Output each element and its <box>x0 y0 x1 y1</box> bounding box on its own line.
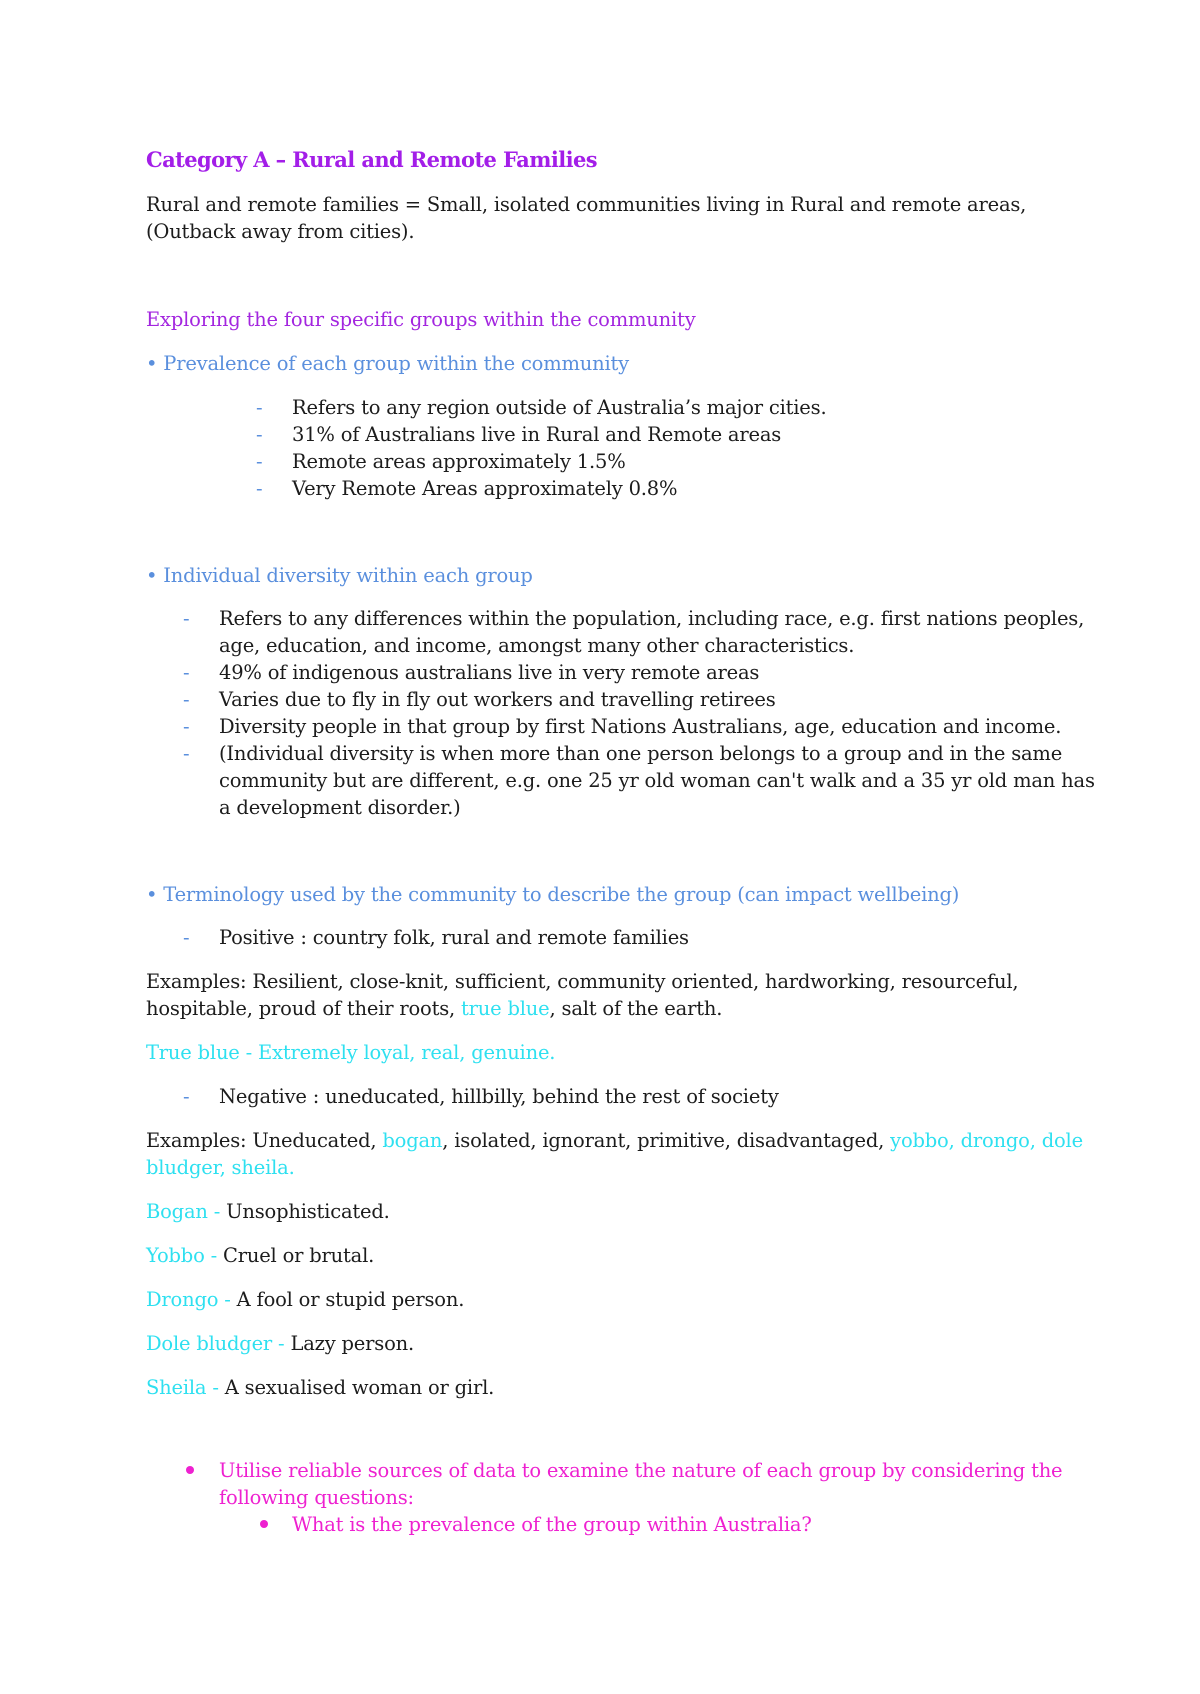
definition-term: Bogan - <box>146 1200 227 1223</box>
positive-examples-end: , salt of the earth. <box>549 997 723 1020</box>
definition-meaning: Lazy person. <box>290 1332 414 1355</box>
negative-examples-mid: , isolated, ignorant, primitive, disadvantaged, <box>442 1129 891 1152</box>
dash-bullet-icon: - <box>183 688 190 711</box>
dash-bullet-icon: - <box>183 742 190 765</box>
positive-terms: Positive : country folk, rural and remote families <box>219 926 689 949</box>
dash-bullet-icon: - <box>183 1085 190 1108</box>
positive-examples-text: hospitable, proud of their roots, <box>146 997 462 1020</box>
definition-drongo <box>146 1286 464 1313</box>
diversity-item-cont: a development disorder.) <box>219 796 461 819</box>
bogan-term: bogan <box>382 1129 443 1152</box>
intro-line-2: (Outback away from cities). <box>146 220 415 243</box>
definition-term: Dole bludger - <box>146 1332 291 1355</box>
dash-bullet-icon: - <box>256 423 263 446</box>
definition-meaning: Unsophisticated. <box>226 1200 390 1223</box>
negative-examples-line-2: bludger, sheila. <box>146 1156 295 1179</box>
definition-dole-bludger <box>146 1330 414 1357</box>
definition-yobbo <box>146 1242 374 1269</box>
diversity-item-cont: community but are different, e.g. one 25 yr old woman can't walk and a 35 yr old man has <box>219 769 1095 792</box>
definition-meaning: A sexualised woman or girl. <box>224 1376 495 1399</box>
sources-bullet-line-2: following questions: <box>219 1486 414 1509</box>
dash-bullet-icon: - <box>183 715 190 738</box>
definition-term: Sheila - <box>146 1376 225 1399</box>
dash-bullet-icon: - <box>183 607 190 630</box>
intro-line-1: Rural and remote families = Small, isolated communities living in Rural and remote areas, <box>146 193 1027 216</box>
definition-sheila <box>146 1374 494 1401</box>
diversity-item: Diversity people in that group by first Nations Australians, age, education and income. <box>219 715 1062 738</box>
diversity-item: 49% of indigenous australians live in very remote areas <box>219 661 760 684</box>
terminology-heading: • Terminology used by the community to describe the group (can impact wellbeing) <box>146 883 960 906</box>
dash-bullet-icon: - <box>256 477 263 500</box>
positive-examples-line-1: Examples: Resilient, close-knit, sufficient, community oriented, hardworking, resourceful, <box>146 970 1019 993</box>
definition-term: Drongo - <box>146 1288 237 1311</box>
true-blue-definition: True blue - Extremely loyal, real, genuine. <box>146 1041 556 1064</box>
true-blue-term: true blue <box>461 997 550 1020</box>
slang-terms: yobbo, drongo, dole <box>890 1129 1083 1152</box>
diversity-heading: • Individual diversity within each group <box>146 564 533 587</box>
positive-examples-line-2 <box>146 995 722 1022</box>
negative-examples-text: Examples: Uneducated, <box>146 1129 383 1152</box>
diversity-item: Varies due to fly in fly out workers and travelling retirees <box>219 688 776 711</box>
dash-bullet-icon: - <box>183 661 190 684</box>
bullet-dot-icon <box>186 1466 194 1474</box>
prevalence-item: 31% of Australians live in Rural and Remote areas <box>292 423 782 446</box>
definition-meaning: Cruel or brutal. <box>223 1244 375 1267</box>
prevalence-item: Remote areas approximately 1.5% <box>292 450 626 473</box>
bullet-dot-icon <box>260 1520 268 1528</box>
sources-bullet-line-1: Utilise reliable sources of data to examine the nature of each group by considering the <box>219 1459 1063 1482</box>
negative-terms: Negative : uneducated, hillbilly, behind the rest of society <box>219 1085 779 1108</box>
sources-sub-bullet: What is the prevalence of the group within Australia? <box>292 1513 812 1536</box>
definition-bogan <box>146 1198 390 1225</box>
dash-bullet-icon: - <box>256 396 263 419</box>
dash-bullet-icon: - <box>183 926 190 949</box>
prevalence-item: Very Remote Areas approximately 0.8% <box>292 477 678 500</box>
prevalence-item: Refers to any region outside of Australia’s major cities. <box>292 396 827 419</box>
diversity-item-cont: age, education, and income, amongst many other characteristics. <box>219 634 855 657</box>
section-heading: Exploring the four specific groups within the community <box>146 308 696 331</box>
negative-examples-line-1 <box>146 1127 1083 1154</box>
diversity-item: Refers to any differences within the population, including race, e.g. first nations peoples, <box>219 607 1085 630</box>
definition-term: Yobbo - <box>146 1244 224 1267</box>
definition-meaning: A fool or stupid person. <box>236 1288 465 1311</box>
diversity-item: (Individual diversity is when more than one person belongs to a group and in the same <box>219 742 1063 765</box>
page-title: Category A – Rural and Remote Families <box>146 147 597 172</box>
dash-bullet-icon: - <box>256 450 263 473</box>
prevalence-heading: • Prevalence of each group within the community <box>146 352 630 375</box>
